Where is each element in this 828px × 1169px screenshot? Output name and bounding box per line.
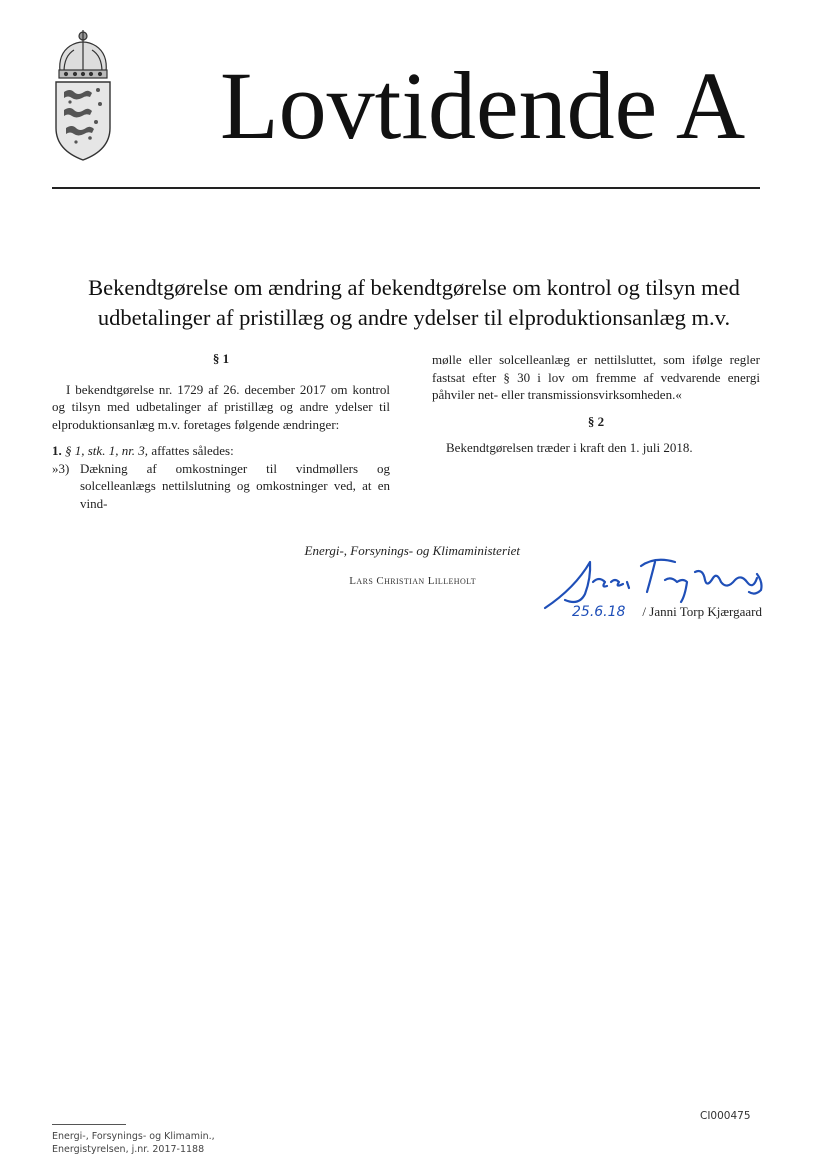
minister-name: Lars Christian Lilleholt bbox=[349, 575, 476, 587]
footnote-line-2: Energistyrelsen, j.nr. 2017-1188 bbox=[52, 1144, 205, 1155]
footnote-line-1: Energi-, Forsynings- og Klimamin., bbox=[52, 1131, 215, 1142]
right-column bbox=[432, 351, 760, 457]
signer-name: / Janni Torp Kjærgaard bbox=[642, 604, 762, 619]
masthead-title: Lovtidende A bbox=[220, 52, 746, 159]
ministry-name: Energi-, Forsynings- og Klimaministeriet bbox=[304, 543, 520, 558]
footnote-divider bbox=[52, 1124, 126, 1125]
quote-label: »3) bbox=[52, 460, 70, 476]
amendment-text: affattes således: bbox=[151, 443, 234, 458]
royal-coat-of-arms-icon bbox=[50, 28, 116, 162]
section-1-heading: § 1 bbox=[212, 351, 230, 366]
section-2-heading: § 2 bbox=[587, 413, 605, 429]
quote-text-left: Dækning af omkostninger til vindmøllers og solcelleanlægs nettilslutning og omkostninger ved, at en vind- bbox=[80, 460, 390, 511]
amendment-reference: § 1, stk. 1, nr. 3, bbox=[65, 443, 149, 458]
document-title-line-1: Bekendtgørelse om ændring af bekendtgørelse om kontrol og tilsyn med bbox=[88, 275, 740, 300]
quote-text-right: mølle eller solcelleanlæg er nettilsluttet, som ifølge regler fastsat efter § 30 i lov om fremme af vedvarende energi påhviler net- eller transmissionsvirksomheden.« bbox=[432, 352, 760, 402]
section-2-text: Bekendtgørelsen træder i kraft den 1. juli 2018. bbox=[446, 440, 693, 455]
document-title bbox=[60, 273, 768, 333]
amendment-number: 1. bbox=[52, 443, 62, 458]
document-id: CI000475 bbox=[700, 1110, 751, 1122]
masthead-divider bbox=[52, 187, 760, 189]
left-column bbox=[52, 350, 390, 512]
document-title-line-2: udbetalinger af pristillæg og andre ydelser til elproduktionsanlæg m.v. bbox=[97, 305, 731, 330]
amendment-quote bbox=[52, 460, 390, 513]
footnote bbox=[52, 1130, 215, 1156]
handwritten-date: 25.6.18 bbox=[572, 604, 626, 620]
amendment-item bbox=[52, 442, 390, 460]
section-1-intro: I bekendtgørelse nr. 1729 af 26. december 2017 om kontrol og tilsyn med udbetalinger af pristillæg og andre ydelser til elproduktionsanlæg m.v. foretages følgende ændringer: bbox=[52, 381, 390, 432]
